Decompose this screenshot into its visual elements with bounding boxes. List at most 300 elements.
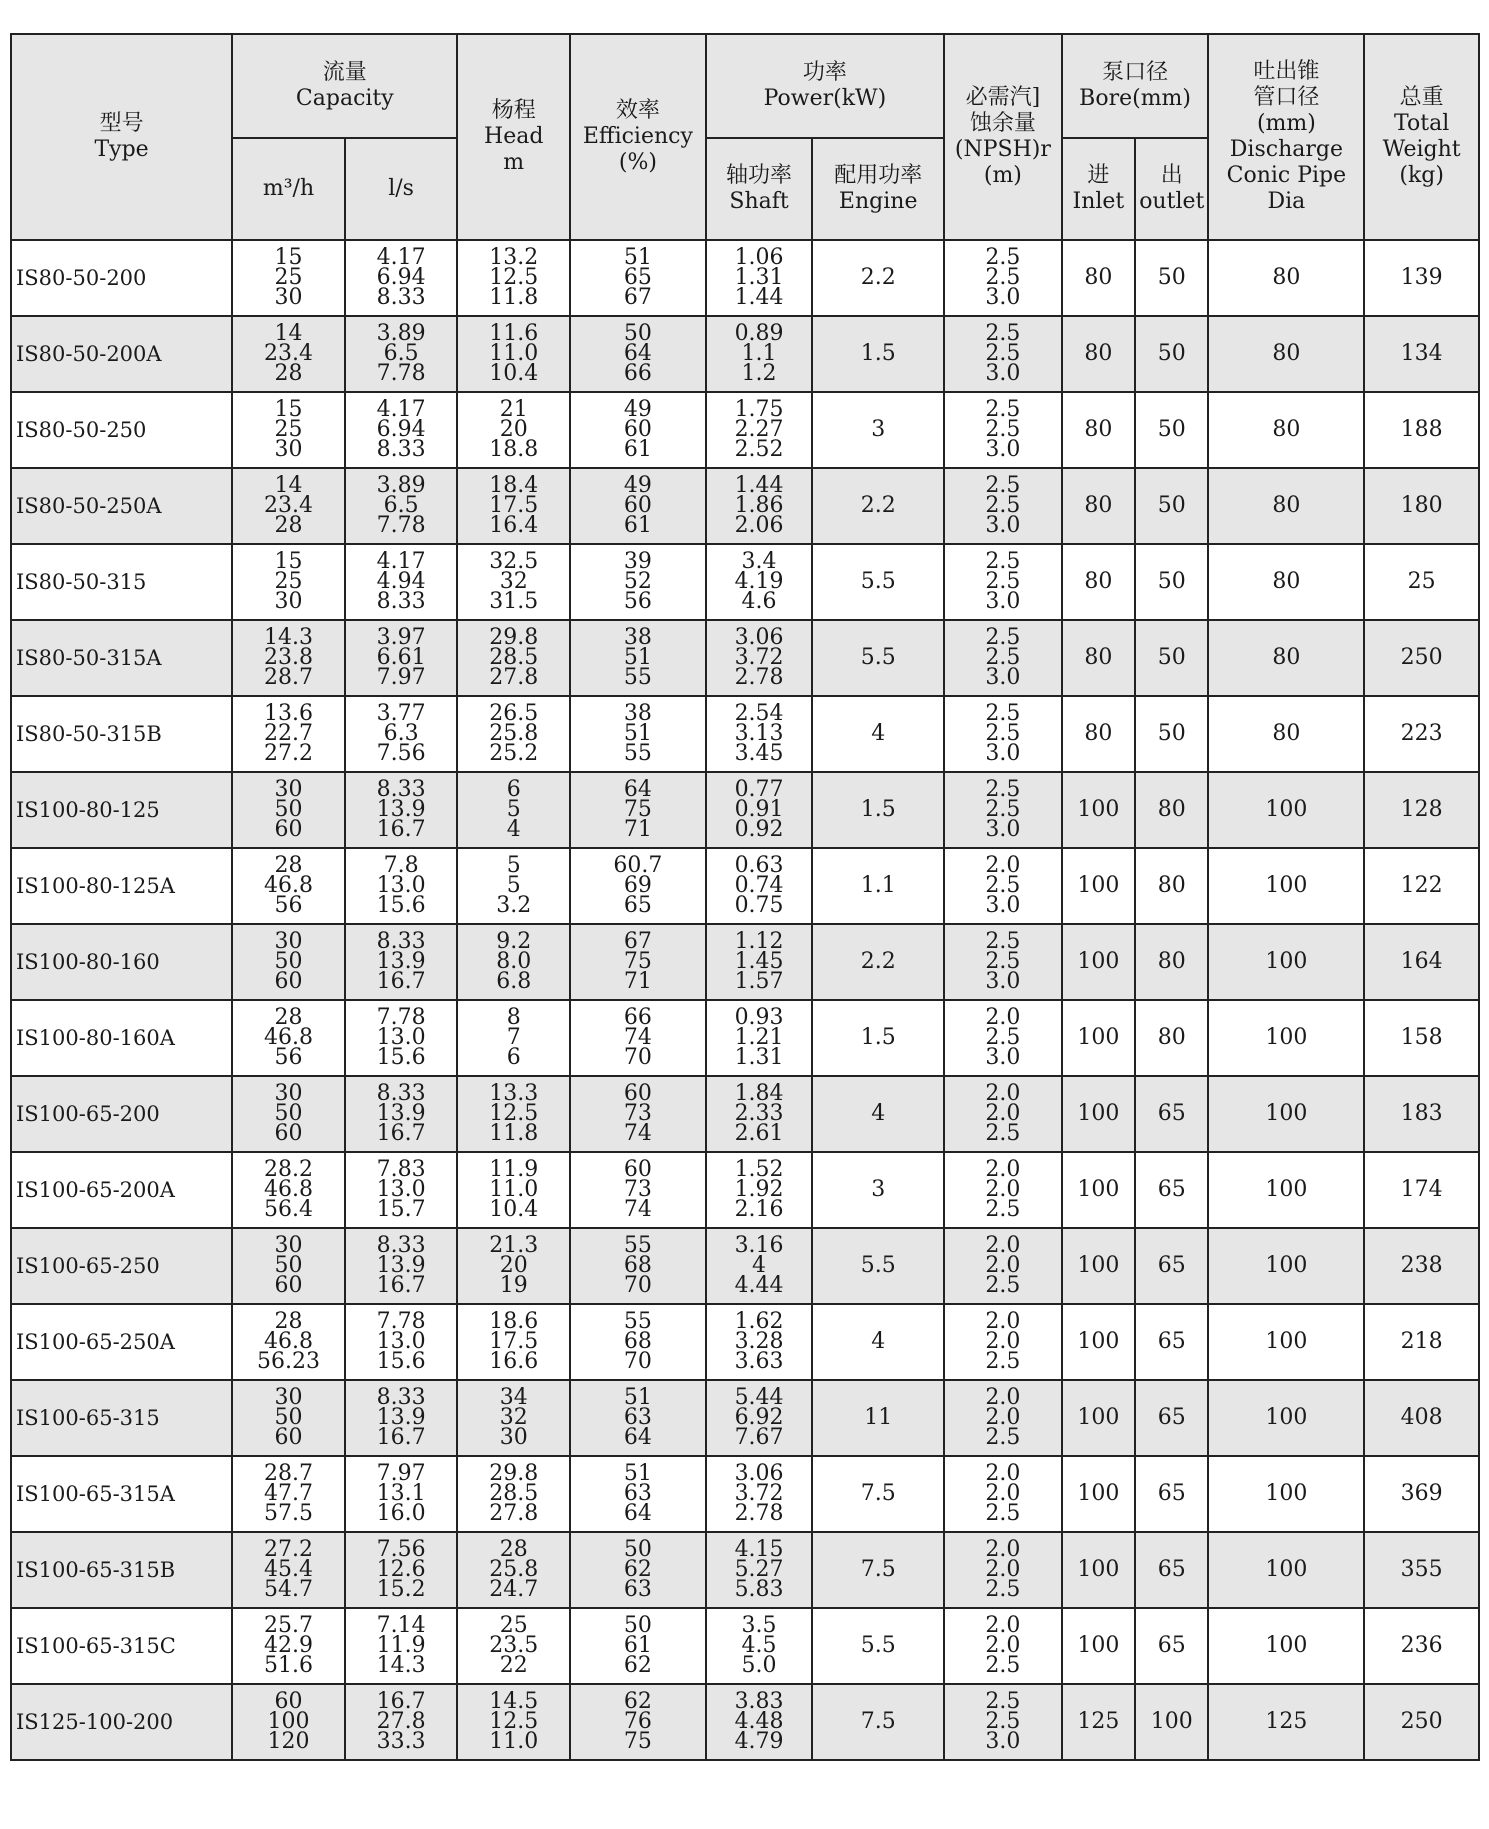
header-capacity-ls: l/s <box>345 138 458 240</box>
table-row <box>11 1532 1479 1608</box>
cell-shaft-power-value: 1.52 <box>734 1157 784 1182</box>
cell-capacity-ls-value: 16.7 <box>376 817 426 842</box>
cell-inlet: 80 <box>1062 468 1135 544</box>
cell-head-value: 7 <box>506 1025 521 1050</box>
cell-shaft-power <box>706 848 813 924</box>
cell-shaft-power-value: 3.45 <box>734 741 784 766</box>
cell-npsh-value: 2.5 <box>985 625 1021 650</box>
cell-capacity-ls-value: 14.3 <box>376 1653 426 1678</box>
cell-shaft-power-value: 4 <box>752 1253 767 1278</box>
cell-capacity-m3h <box>232 468 345 544</box>
cell-shaft-power-value: 0.63 <box>734 853 784 878</box>
cell-npsh-value: 2.5 <box>985 1121 1021 1146</box>
cell-npsh-value: 2.0 <box>985 1101 1021 1126</box>
cell-shaft-power <box>706 392 813 468</box>
cell-efficiency <box>570 1000 706 1076</box>
cell-model: IS100-65-315 <box>11 1380 232 1456</box>
cell-capacity-ls-value: 7.97 <box>376 665 426 690</box>
cell-shaft-power-value: 0.92 <box>734 817 784 842</box>
cell-shaft-power <box>706 772 813 848</box>
cell-discharge: 100 <box>1208 1228 1364 1304</box>
cell-capacity-ls-value: 7.78 <box>376 1309 426 1334</box>
pump-spec-table <box>10 33 1480 1761</box>
cell-capacity-ls-value: 7.78 <box>376 513 426 538</box>
cell-efficiency-value: 60 <box>623 417 652 442</box>
cell-capacity-m3h-value: 51.6 <box>264 1653 313 1678</box>
cell-head-value: 29.8 <box>489 1461 539 1486</box>
cell-efficiency-value: 51 <box>623 721 652 746</box>
cell-inlet: 100 <box>1062 1380 1135 1456</box>
cell-npsh-value: 2.0 <box>985 1157 1021 1182</box>
cell-discharge: 80 <box>1208 468 1364 544</box>
table-row <box>11 316 1479 392</box>
cell-shaft-power <box>706 1608 813 1684</box>
cell-efficiency <box>570 1152 706 1228</box>
header-head: 杨程 Head m <box>457 34 570 240</box>
cell-capacity-ls-value: 13.9 <box>376 949 426 974</box>
cell-discharge: 125 <box>1208 1684 1364 1760</box>
cell-capacity-m3h-value: 50 <box>274 797 303 822</box>
cell-discharge: 100 <box>1208 1608 1364 1684</box>
cell-capacity-m3h-value: 60 <box>274 817 303 842</box>
cell-head-value: 16.4 <box>489 513 539 538</box>
cell-inlet: 100 <box>1062 924 1135 1000</box>
cell-shaft-power-value: 1.1 <box>741 341 777 366</box>
cell-shaft-power-value: 3.83 <box>734 1689 784 1714</box>
cell-capacity-m3h-value: 30 <box>274 1233 303 1258</box>
cell-capacity-ls <box>345 316 458 392</box>
cell-efficiency-value: 73 <box>623 1101 652 1126</box>
cell-capacity-ls-value: 15.6 <box>376 1045 426 1070</box>
cell-head-value: 14.5 <box>489 1689 539 1714</box>
cell-npsh-value: 3.0 <box>985 893 1021 918</box>
cell-npsh <box>944 1152 1062 1228</box>
cell-discharge: 100 <box>1208 1076 1364 1152</box>
cell-npsh-value: 2.5 <box>985 265 1021 290</box>
cell-npsh-value: 2.0 <box>985 1537 1021 1562</box>
cell-head-value: 32 <box>499 569 528 594</box>
cell-capacity-m3h <box>232 392 345 468</box>
cell-shaft-power-value: 1.21 <box>734 1025 784 1050</box>
cell-capacity-ls <box>345 468 458 544</box>
cell-outlet: 100 <box>1135 1684 1208 1760</box>
cell-shaft-power-value: 4.6 <box>741 589 777 614</box>
cell-npsh <box>944 1608 1062 1684</box>
cell-discharge: 80 <box>1208 544 1364 620</box>
cell-efficiency-value: 38 <box>623 701 652 726</box>
cell-discharge: 100 <box>1208 1000 1364 1076</box>
cell-shaft-power-value: 3.16 <box>734 1233 784 1258</box>
cell-head-value: 29.8 <box>489 625 539 650</box>
cell-inlet: 100 <box>1062 1152 1135 1228</box>
cell-npsh-value: 2.5 <box>985 1425 1021 1450</box>
cell-shaft-power-value: 0.75 <box>734 893 784 918</box>
cell-capacity-ls <box>345 1076 458 1152</box>
cell-npsh <box>944 772 1062 848</box>
cell-capacity-ls-value: 6.94 <box>376 417 426 442</box>
cell-npsh <box>944 696 1062 772</box>
cell-engine-power: 3 <box>812 392 944 468</box>
cell-capacity-ls <box>345 848 458 924</box>
table-row <box>11 468 1479 544</box>
cell-efficiency-value: 39 <box>623 549 652 574</box>
cell-shaft-power-value: 3.63 <box>734 1349 784 1374</box>
cell-capacity-m3h-value: 30 <box>274 929 303 954</box>
cell-head-value: 25 <box>499 1613 528 1638</box>
cell-model: IS100-65-200A <box>11 1152 232 1228</box>
cell-capacity-m3h-value: 13.6 <box>264 701 313 726</box>
cell-discharge: 100 <box>1208 1380 1364 1456</box>
cell-npsh-value: 2.0 <box>985 1385 1021 1410</box>
cell-capacity-ls-value: 6.5 <box>383 341 419 366</box>
cell-capacity-ls <box>345 1684 458 1760</box>
cell-engine-power: 5.5 <box>812 620 944 696</box>
cell-efficiency-value: 65 <box>623 893 652 918</box>
cell-capacity-ls-value: 12.6 <box>376 1557 426 1582</box>
table-row <box>11 696 1479 772</box>
cell-capacity-ls <box>345 924 458 1000</box>
cell-npsh-value: 2.5 <box>985 1349 1021 1374</box>
cell-capacity-m3h-value: 60 <box>274 1689 303 1714</box>
cell-capacity-ls-value: 13.9 <box>376 1101 426 1126</box>
cell-capacity-ls-value: 33.3 <box>376 1729 426 1754</box>
cell-outlet: 80 <box>1135 772 1208 848</box>
cell-head-value: 32.5 <box>489 549 539 574</box>
cell-shaft-power-value: 3.06 <box>734 625 784 650</box>
cell-capacity-ls-value: 7.14 <box>376 1613 426 1638</box>
cell-discharge: 100 <box>1208 924 1364 1000</box>
cell-capacity-m3h-value: 45.4 <box>264 1557 313 1582</box>
cell-outlet: 50 <box>1135 316 1208 392</box>
cell-npsh-value: 3.0 <box>985 437 1021 462</box>
table-row <box>11 1228 1479 1304</box>
cell-efficiency-value: 75 <box>623 797 652 822</box>
cell-outlet: 80 <box>1135 848 1208 924</box>
cell-capacity-m3h-value: 28 <box>274 361 303 386</box>
cell-weight: 180 <box>1364 468 1479 544</box>
cell-head-value: 28.5 <box>489 645 539 670</box>
cell-head-value: 16.6 <box>489 1349 539 1374</box>
cell-head-value: 11.8 <box>489 285 539 310</box>
cell-head <box>457 1456 570 1532</box>
cell-efficiency-value: 66 <box>623 361 652 386</box>
cell-efficiency-value: 70 <box>623 1349 652 1374</box>
cell-efficiency-value: 64 <box>623 1501 652 1526</box>
cell-efficiency-value: 55 <box>623 1233 652 1258</box>
table-row <box>11 1684 1479 1760</box>
cell-capacity-ls-value: 16.7 <box>376 1273 426 1298</box>
cell-efficiency-value: 49 <box>623 397 652 422</box>
cell-capacity-ls-value: 13.1 <box>376 1481 426 1506</box>
cell-efficiency-value: 38 <box>623 625 652 650</box>
cell-capacity-ls-value: 7.56 <box>376 1537 426 1562</box>
cell-capacity-ls <box>345 1000 458 1076</box>
cell-outlet: 65 <box>1135 1304 1208 1380</box>
cell-capacity-m3h-value: 27.2 <box>264 741 313 766</box>
cell-efficiency-value: 65 <box>623 265 652 290</box>
cell-npsh-value: 3.0 <box>985 285 1021 310</box>
cell-weight: 218 <box>1364 1304 1479 1380</box>
cell-efficiency <box>570 468 706 544</box>
cell-capacity-m3h <box>232 1076 345 1152</box>
cell-shaft-power-value: 3.4 <box>741 549 777 574</box>
cell-capacity-ls-value: 8.33 <box>376 1233 426 1258</box>
cell-head <box>457 544 570 620</box>
cell-head-value: 6 <box>506 1045 521 1070</box>
cell-inlet: 80 <box>1062 392 1135 468</box>
cell-head-value: 8.0 <box>496 949 532 974</box>
cell-capacity-ls <box>345 1456 458 1532</box>
cell-model: IS100-80-125A <box>11 848 232 924</box>
cell-discharge: 100 <box>1208 772 1364 848</box>
cell-shaft-power-value: 2.16 <box>734 1197 784 1222</box>
cell-shaft-power-value: 7.67 <box>734 1425 784 1450</box>
cell-efficiency-value: 67 <box>623 929 652 954</box>
cell-head-value: 8 <box>506 1005 521 1030</box>
cell-capacity-m3h-value: 30 <box>274 777 303 802</box>
cell-discharge: 100 <box>1208 1532 1364 1608</box>
cell-engine-power: 2.2 <box>812 468 944 544</box>
cell-efficiency-value: 55 <box>623 665 652 690</box>
cell-capacity-m3h-value: 60 <box>274 1273 303 1298</box>
cell-efficiency-value: 51 <box>623 1461 652 1486</box>
cell-shaft-power-value: 0.91 <box>734 797 784 822</box>
table-row <box>11 240 1479 316</box>
cell-capacity-ls-value: 13.0 <box>376 1329 426 1354</box>
cell-shaft-power-value: 1.57 <box>734 969 784 994</box>
cell-capacity-m3h-value: 30 <box>274 285 303 310</box>
cell-efficiency-value: 67 <box>623 285 652 310</box>
cell-capacity-ls-value: 16.7 <box>376 1689 426 1714</box>
cell-efficiency-value: 71 <box>623 817 652 842</box>
cell-efficiency-value: 55 <box>623 1309 652 1334</box>
cell-npsh-value: 3.0 <box>985 817 1021 842</box>
cell-capacity-ls-value: 4.17 <box>376 245 426 270</box>
cell-npsh-value: 2.0 <box>985 853 1021 878</box>
cell-npsh <box>944 316 1062 392</box>
cell-inlet: 100 <box>1062 1304 1135 1380</box>
cell-capacity-ls <box>345 620 458 696</box>
header-efficiency: 效率 Efficiency (%) <box>570 34 706 240</box>
cell-capacity-ls <box>345 772 458 848</box>
cell-npsh-value: 2.5 <box>985 1273 1021 1298</box>
cell-capacity-m3h-value: 28 <box>274 513 303 538</box>
cell-head-value: 6.8 <box>496 969 532 994</box>
cell-inlet: 100 <box>1062 1076 1135 1152</box>
cell-npsh-value: 2.0 <box>985 1005 1021 1030</box>
cell-head <box>457 1228 570 1304</box>
cell-engine-power: 7.5 <box>812 1532 944 1608</box>
cell-head-value: 9.2 <box>496 929 532 954</box>
cell-capacity-m3h <box>232 1380 345 1456</box>
cell-model: IS125-100-200 <box>11 1684 232 1760</box>
cell-head-value: 34 <box>499 1385 528 1410</box>
cell-capacity-m3h <box>232 1152 345 1228</box>
cell-capacity-m3h-value: 28 <box>274 1309 303 1334</box>
header-weight: 总重 Total Weight (kg) <box>1364 34 1479 240</box>
cell-npsh-value: 2.5 <box>985 549 1021 574</box>
cell-capacity-m3h-value: 23.4 <box>264 493 313 518</box>
cell-capacity-ls-value: 8.33 <box>376 589 426 614</box>
cell-npsh-value: 2.0 <box>985 1233 1021 1258</box>
cell-npsh-value: 2.0 <box>985 1309 1021 1334</box>
cell-efficiency <box>570 240 706 316</box>
cell-outlet: 50 <box>1135 544 1208 620</box>
cell-npsh-value: 2.5 <box>985 645 1021 670</box>
cell-outlet: 50 <box>1135 696 1208 772</box>
cell-capacity-ls-value: 7.8 <box>383 853 419 878</box>
cell-shaft-power-value: 1.92 <box>734 1177 784 1202</box>
cell-shaft-power <box>706 1152 813 1228</box>
cell-efficiency-value: 62 <box>623 1689 652 1714</box>
cell-npsh-value: 2.0 <box>985 1557 1021 1582</box>
cell-npsh-value: 2.5 <box>985 1653 1021 1678</box>
cell-npsh-value: 2.0 <box>985 1081 1021 1106</box>
table-row <box>11 392 1479 468</box>
table-header <box>11 34 1479 240</box>
cell-npsh-value: 3.0 <box>985 741 1021 766</box>
cell-capacity-m3h <box>232 1000 345 1076</box>
cell-capacity-ls-value: 6.94 <box>376 265 426 290</box>
cell-capacity-ls <box>345 696 458 772</box>
cell-npsh-value: 2.5 <box>985 493 1021 518</box>
cell-outlet: 50 <box>1135 392 1208 468</box>
cell-efficiency <box>570 1076 706 1152</box>
cell-head-value: 11.8 <box>489 1121 539 1146</box>
cell-capacity-ls-value: 7.56 <box>376 741 426 766</box>
cell-head <box>457 620 570 696</box>
header-power-shaft: 轴功率 Shaft <box>706 138 813 240</box>
cell-shaft-power <box>706 316 813 392</box>
cell-capacity-m3h-value: 30 <box>274 589 303 614</box>
cell-capacity-m3h-value: 28.7 <box>264 1461 313 1486</box>
cell-efficiency-value: 61 <box>623 513 652 538</box>
cell-capacity-ls-value: 6.61 <box>376 645 426 670</box>
cell-head <box>457 392 570 468</box>
cell-weight: 164 <box>1364 924 1479 1000</box>
cell-head <box>457 848 570 924</box>
cell-npsh-value: 2.5 <box>985 1689 1021 1714</box>
cell-head-value: 30 <box>499 1425 528 1450</box>
cell-head <box>457 468 570 544</box>
cell-capacity-ls-value: 13.0 <box>376 1177 426 1202</box>
cell-shaft-power-value: 4.15 <box>734 1537 784 1562</box>
cell-capacity-m3h <box>232 316 345 392</box>
cell-npsh <box>944 1684 1062 1760</box>
cell-capacity-ls <box>345 1304 458 1380</box>
cell-capacity-m3h-value: 47.7 <box>264 1481 313 1506</box>
cell-engine-power: 2.2 <box>812 240 944 316</box>
cell-discharge: 80 <box>1208 620 1364 696</box>
cell-engine-power: 2.2 <box>812 924 944 1000</box>
cell-model: IS100-80-160 <box>11 924 232 1000</box>
cell-npsh-value: 3.0 <box>985 589 1021 614</box>
cell-npsh-value: 2.5 <box>985 1709 1021 1734</box>
cell-model: IS80-50-250 <box>11 392 232 468</box>
cell-capacity-ls <box>345 1380 458 1456</box>
cell-capacity-m3h-value: 28 <box>274 1005 303 1030</box>
cell-capacity-ls-value: 15.6 <box>376 893 426 918</box>
cell-capacity-m3h-value: 15 <box>274 245 303 270</box>
cell-capacity-m3h-value: 28 <box>274 853 303 878</box>
cell-efficiency-value: 52 <box>623 569 652 594</box>
cell-capacity-m3h-value: 46.8 <box>264 1177 313 1202</box>
header-capacity-m3h: m³/h <box>232 138 345 240</box>
cell-weight: 369 <box>1364 1456 1479 1532</box>
cell-capacity-m3h <box>232 924 345 1000</box>
cell-weight: 188 <box>1364 392 1479 468</box>
cell-shaft-power <box>706 1076 813 1152</box>
cell-capacity-m3h-value: 30 <box>274 1081 303 1106</box>
cell-outlet: 65 <box>1135 1532 1208 1608</box>
cell-head <box>457 240 570 316</box>
cell-capacity-m3h-value: 57.5 <box>264 1501 313 1526</box>
cell-shaft-power <box>706 620 813 696</box>
cell-shaft-power <box>706 1228 813 1304</box>
cell-efficiency <box>570 1380 706 1456</box>
cell-capacity-ls-value: 3.97 <box>376 625 426 650</box>
cell-npsh <box>944 848 1062 924</box>
cell-shaft-power-value: 1.84 <box>734 1081 784 1106</box>
cell-shaft-power-value: 6.92 <box>734 1405 784 1430</box>
cell-shaft-power-value: 4.44 <box>734 1273 784 1298</box>
cell-npsh <box>944 240 1062 316</box>
cell-npsh <box>944 1304 1062 1380</box>
cell-npsh <box>944 1076 1062 1152</box>
cell-capacity-ls-value: 16.7 <box>376 969 426 994</box>
cell-inlet: 80 <box>1062 620 1135 696</box>
cell-head-value: 21 <box>499 397 528 422</box>
cell-npsh-value: 2.5 <box>985 929 1021 954</box>
cell-outlet: 50 <box>1135 620 1208 696</box>
cell-head-value: 27.8 <box>489 1501 539 1526</box>
cell-capacity-m3h-value: 46.8 <box>264 1329 313 1354</box>
cell-capacity-ls-value: 13.9 <box>376 797 426 822</box>
cell-head-value: 6 <box>506 777 521 802</box>
cell-efficiency-value: 74 <box>623 1197 652 1222</box>
cell-engine-power: 1.1 <box>812 848 944 924</box>
cell-efficiency <box>570 772 706 848</box>
cell-shaft-power-value: 2.06 <box>734 513 784 538</box>
cell-shaft-power-value: 3.72 <box>734 645 784 670</box>
cell-capacity-m3h <box>232 696 345 772</box>
cell-npsh-value: 2.0 <box>985 1177 1021 1202</box>
cell-efficiency <box>570 1684 706 1760</box>
cell-discharge: 100 <box>1208 1304 1364 1380</box>
cell-capacity-ls-value: 6.5 <box>383 493 419 518</box>
cell-efficiency-value: 63 <box>623 1577 652 1602</box>
cell-engine-power: 3 <box>812 1152 944 1228</box>
cell-efficiency-value: 74 <box>623 1121 652 1146</box>
cell-head-value: 10.4 <box>489 361 539 386</box>
cell-capacity-m3h-value: 120 <box>267 1729 310 1754</box>
cell-shaft-power <box>706 1532 813 1608</box>
cell-shaft-power-value: 1.75 <box>734 397 784 422</box>
cell-efficiency-value: 69 <box>623 873 652 898</box>
cell-npsh <box>944 620 1062 696</box>
cell-efficiency-value: 60 <box>623 1157 652 1182</box>
cell-head-value: 11.9 <box>489 1157 539 1182</box>
cell-shaft-power-value: 3.28 <box>734 1329 784 1354</box>
cell-capacity-m3h-value: 54.7 <box>264 1577 313 1602</box>
cell-capacity-m3h <box>232 544 345 620</box>
cell-shaft-power-value: 1.12 <box>734 929 784 954</box>
cell-shaft-power-value: 3.72 <box>734 1481 784 1506</box>
cell-head-value: 22 <box>499 1653 528 1678</box>
cell-inlet: 100 <box>1062 1000 1135 1076</box>
cell-capacity-ls <box>345 544 458 620</box>
cell-head-value: 12.5 <box>489 1709 539 1734</box>
